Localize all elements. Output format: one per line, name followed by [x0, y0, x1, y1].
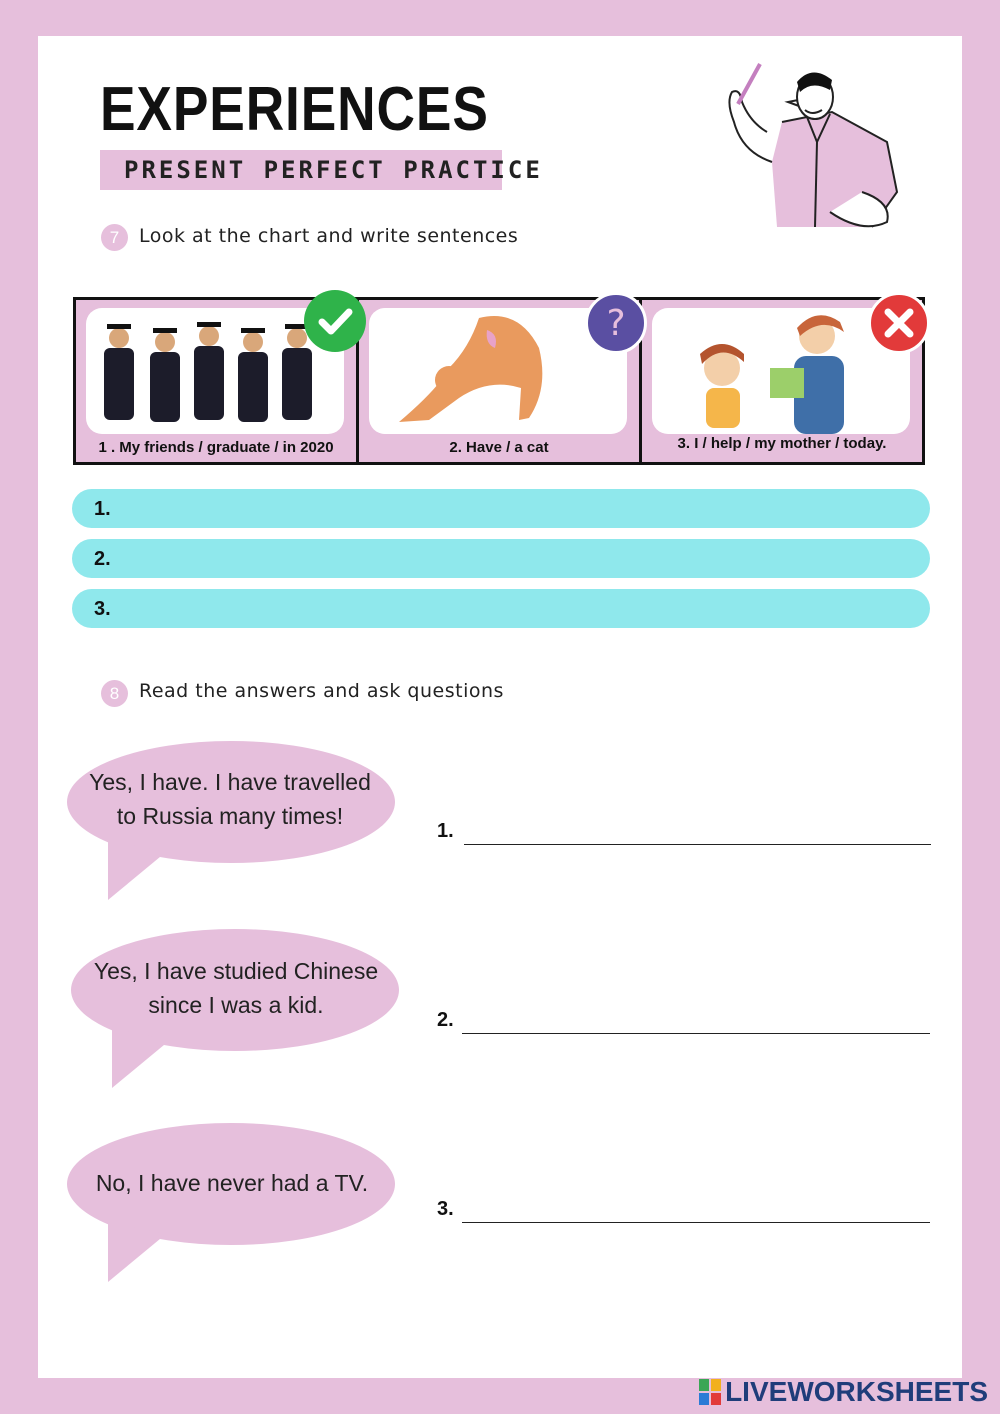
chart-card-label: 1 . My friends / graduate / in 2020: [98, 439, 334, 456]
speech-bubble-shape: [66, 1122, 401, 1287]
chart-card-graduates: [76, 300, 359, 462]
liveworksheets-icon: [699, 1379, 721, 1405]
answer-field-1[interactable]: [72, 489, 930, 528]
speech-bubble-1: Yes, I have. I have travelled to Russia many times!: [89, 769, 371, 829]
speech-bubble-3: No, I have never had a TV.: [95, 1170, 369, 1196]
answer-number: 3.: [94, 598, 111, 620]
exercise-7-instruction: Look at the chart and write sentences: [139, 225, 519, 247]
question-number: 2.: [437, 1009, 454, 1031]
chart-card-cat: [359, 300, 642, 462]
question-icon: [585, 292, 647, 354]
answer-number: 2.: [94, 548, 111, 570]
answer-number: 1.: [94, 498, 111, 520]
exercise-number-7: 7: [101, 224, 128, 251]
chart-card-helping: [642, 300, 922, 462]
answer-field-2[interactable]: [72, 539, 930, 578]
chart-card-label: 3. I / help / my mother / today.: [677, 435, 887, 452]
brand-logo: [699, 1376, 988, 1408]
exercise-8-instruction: Read the answers and ask questions: [139, 680, 504, 702]
picture-chart: [73, 297, 925, 465]
speech-bubble-2: Yes, I have studied Chinese since I was a kid.: [93, 958, 379, 1018]
exercise-number-8: 8: [101, 680, 128, 707]
question-line-3[interactable]: [462, 1222, 930, 1223]
teacher-illustration: [712, 62, 912, 242]
brand-name: LIVEWORKSHEETS: [725, 1376, 988, 1407]
question-line-2[interactable]: [462, 1033, 930, 1034]
cross-icon: [868, 292, 930, 354]
svg-text:?: ?: [606, 303, 626, 344]
question-number: 3.: [437, 1198, 454, 1220]
answer-field-3[interactable]: [72, 589, 930, 628]
question-line-1[interactable]: [464, 844, 931, 845]
question-number: 1.: [437, 820, 454, 842]
page-subtitle: PRESENT PERFECT PRACTICE: [124, 156, 543, 184]
check-icon: [304, 290, 366, 352]
chart-card-label: 2. Have / a cat: [449, 439, 549, 456]
page-title: EXPERIENCES: [100, 75, 489, 144]
